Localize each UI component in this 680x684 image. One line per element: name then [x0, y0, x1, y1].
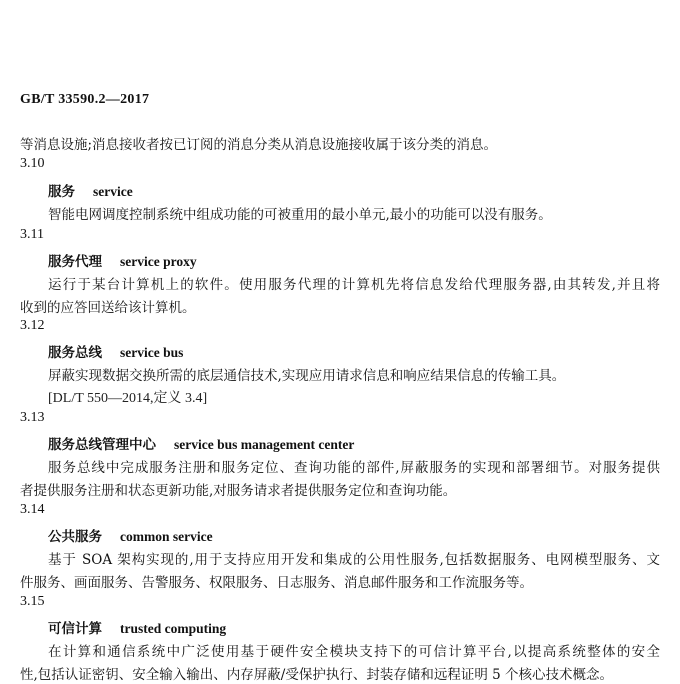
term-zh: 公共服务 — [48, 529, 102, 545]
definition-line: 智能电网调度控制系统中组成功能的可被重用的最小单元,最小的功能可以没有服务。 — [48, 207, 552, 223]
term-heading — [48, 250, 197, 270]
term-en: service bus management center — [174, 437, 355, 452]
term-zh: 服务总线管理中心 — [48, 437, 156, 453]
definition-line: 性,包括认证密钥、安全输入输出、内存屏蔽/受保护执行、封装存储和远程证明 5 个核心技术概念。 — [20, 667, 614, 683]
term-en: service bus — [120, 345, 184, 360]
term-zh: 服务代理 — [48, 254, 102, 270]
term-heading — [48, 180, 133, 200]
term-heading — [48, 433, 354, 453]
definition-line: 基于 SOA 架构实现的,用于支持应用开发和集成的公用性服务,包括数据服务、电网模型服务、文 — [48, 552, 660, 568]
term-zh: 可信计算 — [48, 621, 102, 637]
term-zh: 服务 — [48, 184, 75, 200]
entry-number: 3.12 — [20, 318, 45, 333]
term-heading — [48, 341, 183, 361]
standard-number-header: GB/T 33590.2—2017 — [20, 92, 150, 107]
term-zh: 服务总线 — [48, 345, 102, 361]
term-en: common service — [120, 529, 213, 544]
definition-line: 屏蔽实现数据交换所需的底层通信技术,实现应用请求信息和响应结果信息的传输工具。 — [48, 368, 566, 384]
definition-line: 运行于某台计算机上的软件。使用服务代理的计算机先将信息发给代理服务器,由其转发,并且将 — [48, 277, 660, 293]
term-heading — [48, 525, 213, 545]
definition-line: 服务总线中完成服务注册和服务定位、查询功能的部件,屏蔽服务的实现和部署细节。对服务提供 — [48, 460, 660, 476]
entry-number: 3.11 — [20, 227, 44, 242]
term-en: trusted computing — [120, 621, 227, 636]
reference-citation: [DL/T 550—2014,定义 3.4] — [48, 391, 208, 406]
definition-line: 件服务、画面服务、告警服务、权限服务、日志服务、消息邮件服务和工作流服务等。 — [20, 575, 533, 591]
entry-number: 3.10 — [20, 156, 45, 171]
entry-number: 3.15 — [20, 594, 45, 609]
entry-number: 3.14 — [20, 502, 45, 517]
entry-number: 3.13 — [20, 410, 45, 425]
term-en: service proxy — [120, 254, 197, 269]
continuation-text: 等消息设施;消息接收者按已订阅的消息分类从消息设施接收属于该分类的消息。 — [20, 137, 498, 153]
term-en: service — [93, 184, 133, 199]
definition-line: 收到的应答回送给该计算机。 — [20, 300, 196, 316]
term-heading — [48, 617, 226, 637]
definition-line: 者提供服务注册和状态更新功能,对服务请求者提供服务定位和查询功能。 — [20, 483, 457, 499]
definition-line: 在计算和通信系统中广泛使用基于硬件安全模块支持下的可信计算平台,以提高系统整体的安全 — [48, 644, 660, 660]
